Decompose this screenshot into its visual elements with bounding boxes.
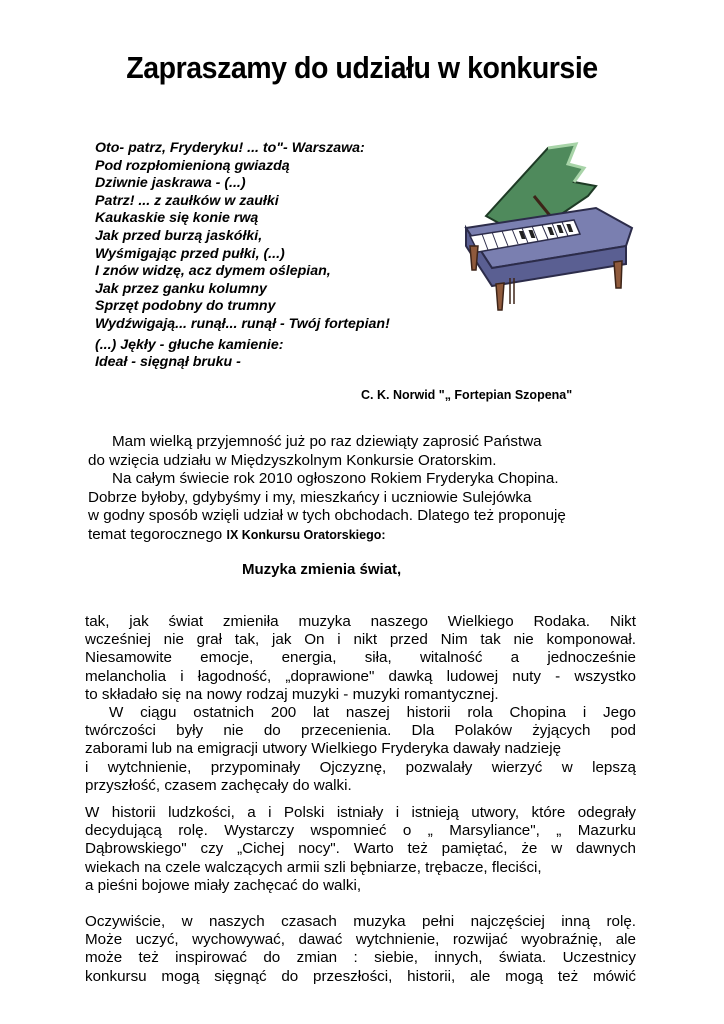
poem-line: Pod rozpłomienioną gwiazdą bbox=[95, 157, 290, 174]
text-line bbox=[88, 526, 636, 545]
section-subtitle: Muzyka zmienia świat, bbox=[242, 561, 402, 578]
poem-line: Ideał - sięgnął bruku - bbox=[95, 354, 241, 371]
poem-line: (...) Jękły - głuche kamienie: bbox=[95, 336, 284, 353]
text-line: Na całym świecie rok 2010 ogłoszono Rokiem Fryderyka Chopina. bbox=[112, 470, 559, 487]
text-line: Niesamowite emocje, energia, siła, witalność a jednocześnie bbox=[85, 649, 636, 667]
text-line: to składało się na nowy rodzaj muzyki - muzyki romantycznej. bbox=[85, 685, 499, 703]
text-line: wcześniej nie grał tak, jak On i nikt przed Nim tak nie komponował. bbox=[85, 631, 636, 649]
poem-attribution: C. K. Norwid "„ Fortepian Szopena" bbox=[361, 388, 573, 402]
text-line: a pieśni bojowe miały zachęcać do walki, bbox=[85, 876, 362, 894]
text-line: Dąbrowskiego" czy „Cichej nocy". Warto też pamiętać, że w dawnych bbox=[85, 840, 636, 858]
text-line: i wytchnienie, przypominały Ojczyznę, pozwalały wierzyć w lepszą bbox=[85, 758, 636, 776]
text-line: twórczości były nie do przecenienia. Dla Polaków żyjących pod bbox=[85, 722, 636, 740]
poem-line: Jak przed burzą jaskółki, bbox=[95, 227, 263, 244]
poem-line: I znów widzę, acz dymem oślepian, bbox=[95, 263, 331, 280]
text-line: przyszłość, czasem zachęcały do walki. bbox=[85, 776, 352, 794]
text-line: zaborami lub na emigracji utwory Wielkiego Fryderyka dawały nadzieję bbox=[85, 740, 562, 758]
poem-line: Wydźwigają... runął... runął - Twój fortepian! bbox=[95, 315, 390, 332]
grand-piano-icon bbox=[456, 138, 648, 314]
text-line: Oczywiście, w naszych czasach muzyka pełni najczęściej inną rolę. bbox=[85, 913, 636, 930]
text-line: w godny sposób wzięli udział w tych obchodach. Dlatego też proponuję bbox=[88, 507, 566, 524]
text-line: może też inspirować do zmian : siebie, innych, świata. Uczestnicy bbox=[85, 949, 636, 967]
poem-line: Jak przez ganku kolumny bbox=[95, 280, 267, 297]
text-line: Może uczyć, wychowywać, dawać wytchnienie, rozwijać wyobraźnię, ale bbox=[85, 931, 636, 949]
poem-line: Patrz! ... z zaułków w zaułki bbox=[95, 192, 279, 209]
contest-name: IX Konkursu Oratorskiego: bbox=[226, 527, 386, 542]
text-line: decydującą rolę. Wystarczy wspomnieć o „ Marsyliance", „ Mazurku bbox=[85, 822, 636, 840]
text-segment: temat tegorocznego bbox=[88, 525, 227, 543]
poem-quote bbox=[95, 140, 495, 372]
intro-paragraph bbox=[88, 433, 636, 544]
poem-line: Wyśmigając przed pułki, (...) bbox=[95, 245, 285, 262]
poem-line: Dziwnie jaskrawa - (...) bbox=[95, 175, 246, 192]
text-line: W ciągu ostatnich 200 lat naszej historii rola Chopina i Jego bbox=[109, 704, 636, 722]
body-paragraph-2 bbox=[85, 804, 636, 895]
text-line: melancholia i łagodność, „doprawione" dawką ludowej nuty - wszystko bbox=[85, 667, 636, 685]
text-line: W historii ludzkości, a i Polski istniały i istnieją utwory, które odegrały bbox=[85, 804, 636, 821]
poem-line: Oto- patrz, Fryderyku! ... to"- Warszawa: bbox=[95, 140, 365, 156]
text-line: wiekach na czele walczących armii szli bębniarze, trębacze, fleciści, bbox=[85, 858, 542, 876]
body-paragraph-3 bbox=[85, 913, 636, 986]
text-line: Mam wielką przyjemność już po raz dziewiąty zaprosić Państwa bbox=[112, 433, 542, 450]
page-title: Zapraszamy do udziału w konkursie bbox=[126, 50, 598, 85]
poem-line: Kaukaskie się konie rwą bbox=[95, 210, 259, 227]
body-paragraph-1 bbox=[85, 613, 636, 795]
poem-line: Sprzęt podobny do trumny bbox=[95, 298, 276, 315]
text-line: Dobrze byłoby, gdybyśmy i my, mieszkańcy i uczniowie Sulejówka bbox=[88, 488, 532, 506]
text-line: tak, jak świat zmieniła muzyka naszego Wielkiego Rodaka. Nikt bbox=[85, 613, 636, 630]
text-line: konkursu mogą sięgnąć do przeszłości, historii, ale mogą też mówić bbox=[85, 967, 636, 985]
text-line: do wzięcia udziału w Międzyszkolnym Konkursie Oratorskim. bbox=[88, 451, 497, 469]
